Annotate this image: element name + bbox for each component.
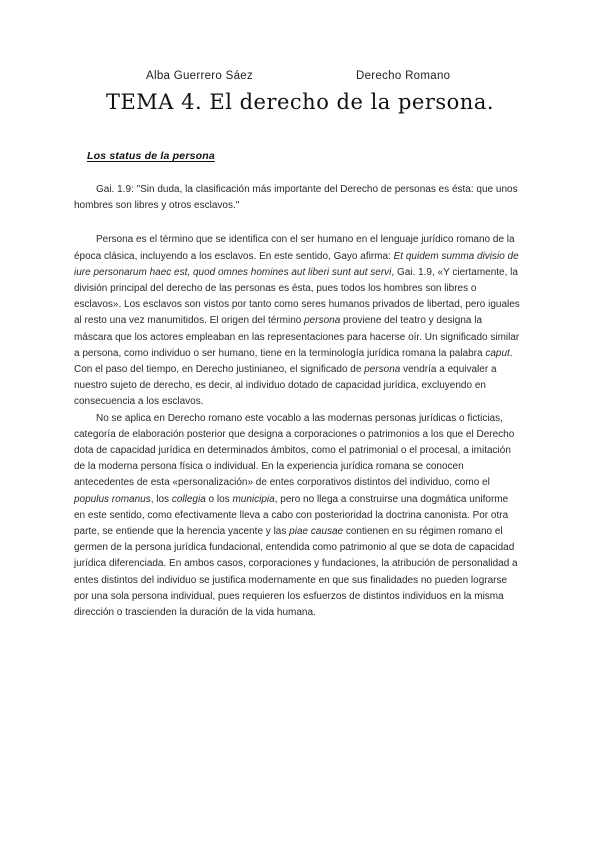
document-body <box>74 182 522 621</box>
paragraph-quote <box>74 182 522 214</box>
author-name: Alba Guerrero Sáez <box>146 70 254 82</box>
term-persona: persona <box>304 315 341 327</box>
text-run: contienen en su régimen romano el germen de la persona jurídica fundacional, entendida como patrimonio al que se dota de capacidad jurídica diferenciada. En ambos casos, corporaciones y fundaciones, la atribución de personalidad a entes distintos del individuo se justifica modernamente en que sus finalidades no pueden lograrse por una sola persona individual, pues requieren los esfuerzos de distintos individuos en la misma dirección o trascienden la duración de la vida humana. <box>74 526 518 619</box>
term-persona: persona <box>364 364 401 376</box>
text-run: , Gai. 1.9, «Y ciertamente, la división principal del derecho de las personas es ésta, pues todos los hombres son libres o esclavos». Los esclavos son vistos por tanto como seres humanos privados de libertad, pero iguales al resto una vez manumitidos. El origen del término <box>74 266 520 327</box>
term-municipia: municipia <box>232 493 275 505</box>
text-run: o los <box>205 493 233 505</box>
term-caput: caput <box>485 347 510 359</box>
text-run: Persona es el término que se identifica con el ser humano en el lenguaje jurídico romano de la época clásica, incluyendo a los esclavos. En este sentido, Gayo afirma: <box>74 234 515 262</box>
text-run: vendría a equivaler a nuestro sujeto de derecho, es decir, al individuo dotado de capacidad jurídica, excluyendo en consecuencia a los esclavos. <box>74 364 497 408</box>
text-run: , pero no llega a construirse una dogmática uniforme en este sentido, como efectivamente lleva a cabo con posterioridad la doctrina canonista. Por otra parte, se entiende que la herencia yacente y las <box>74 493 509 538</box>
term-collegia: collegia <box>171 493 206 505</box>
section-heading: Los status de la persona <box>87 150 215 162</box>
paragraph-personas-juridicas <box>74 411 522 622</box>
text-run: proviene del teatro y designa la máscara que los actores empleaban en las representaciones para hacerse oír. Un significado similar a persona, como individuo o ser humano, tiene en la terminología jurídica romana la palabra <box>74 315 520 359</box>
term-populus-romanus: populus romanus <box>74 493 151 505</box>
text-run: . Con el paso del tiempo, en Derecho justinianeo, el significado de <box>74 347 513 376</box>
term-piae-causae: piae causae <box>289 526 344 538</box>
text-run: No se aplica en Derecho romano este vocablo a las modernas personas jurídicas o ficticias, categoría de elaboración posterior que designa a corporaciones o patrimonios a los que el Derecho dota de capacidad jurídica en determinados ámbitos, como el patrimonial o el procesal, a imitación de la moderna persona física o individual. En la experiencia jurídica romana se conocen antecedentes de esta «personalización» de entes corporativos distintos del individuo, como el <box>74 412 515 489</box>
quote-text: Gai. 1.9: "Sin duda, la clasificación más importante del Derecho de personas es ésta: que unos hombres son libres y otros esclavos." <box>74 184 518 212</box>
paragraph-persona <box>74 232 522 410</box>
course-name: Derecho Romano <box>356 70 451 82</box>
page-title: TEMA 4. El derecho de la persona. <box>105 90 495 114</box>
text-run: , los <box>150 493 172 505</box>
latin-quote: Et quidem summa divisio de iure personarum haec est, quod omnes homines aut liberi sunt aut servi <box>74 250 519 278</box>
